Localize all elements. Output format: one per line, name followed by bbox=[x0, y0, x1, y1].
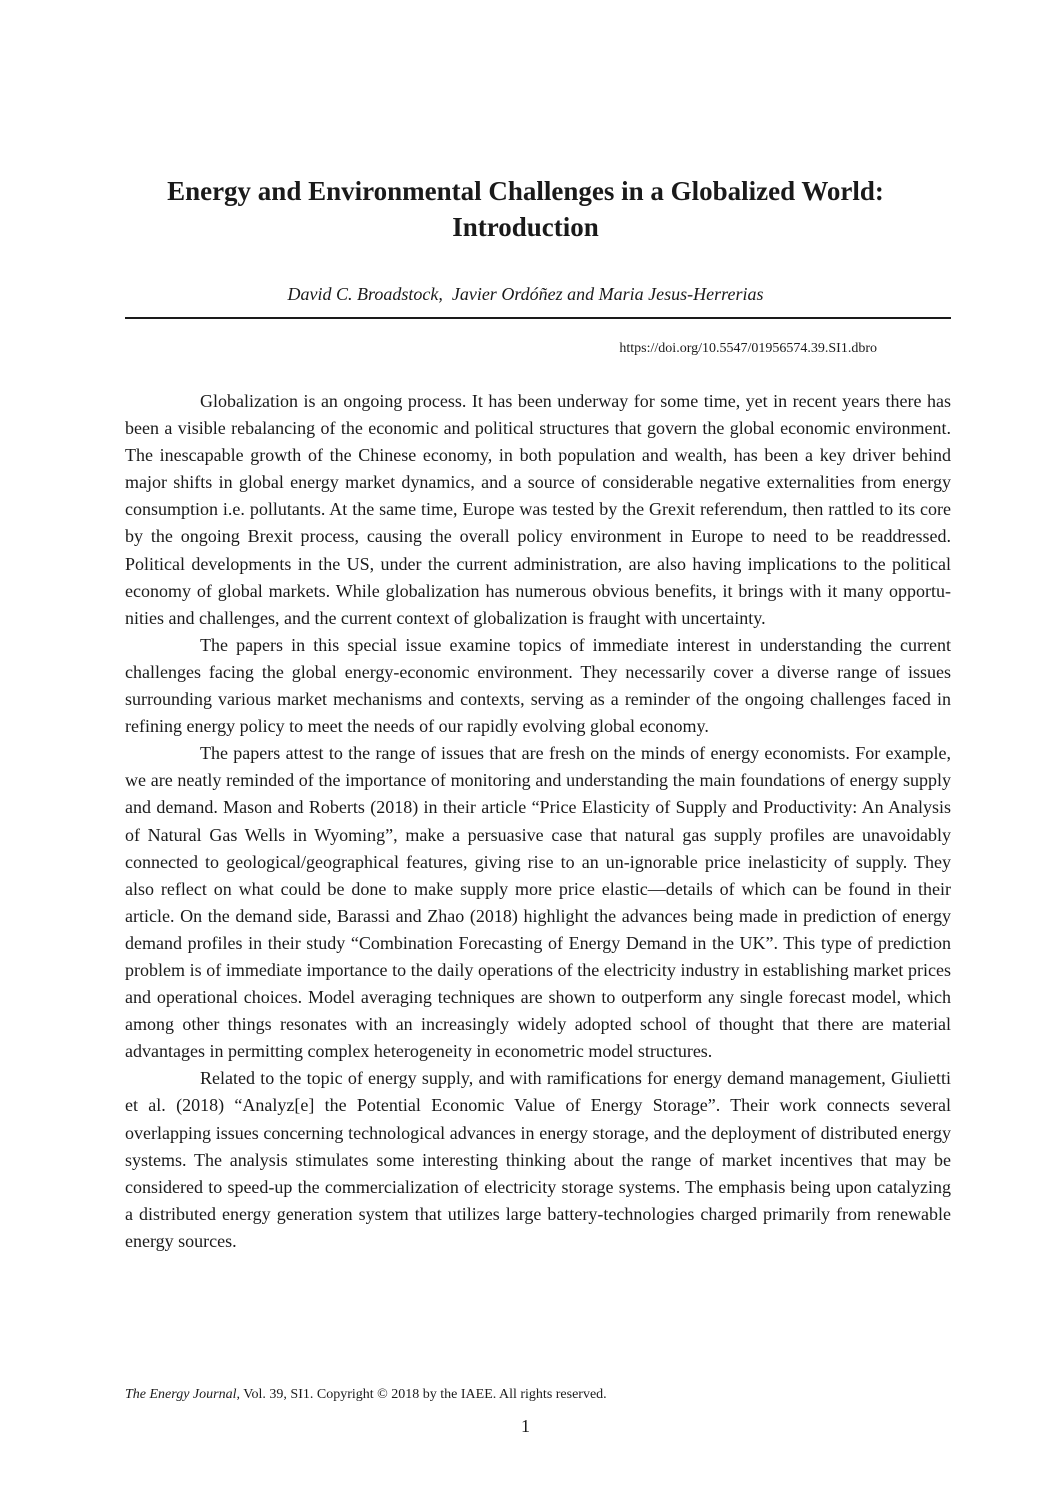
paper-title bbox=[100, 173, 951, 245]
journal-name: The Energy Journal bbox=[125, 1387, 237, 1402]
author-list: David C. Broadstock, Javier Ordóñez and Maria Jesus-Herrerias bbox=[287, 284, 764, 304]
body-paragraph-4: Related to the topic of energy supply, and with ramifications for energy demand management, Giulietti et al. (2018) “Analyz[e] the Potential Economic Value of Energy Storage”. Their work connects several overlapping issues concerning technological advances in energy storage, and the deployment of distributed energy systems. The analysis stimulates some interesting thinking about the range of market incentives that may be considered to speed-up the commercialization of electricity storage systems. The emphasis being upon catalyzing a distributed energy generation system that utilizes large battery-technologies charged primarily from renewable energy sources. bbox=[125, 1068, 951, 1251]
doi-link[interactable]: https://doi.org/10.5547/01956574.39.SI1.dbro bbox=[619, 341, 877, 356]
citation-text: , Vol. 39, SI1. Copyright © 2018 by the IAEE. All rights reserved. bbox=[236, 1387, 607, 1402]
header-divider bbox=[125, 317, 951, 319]
page-number: 1 bbox=[521, 1416, 530, 1436]
body-paragraph-1: Globalization is an ongoing process. It has been underway for some time, yet in recent years there has been a visible rebalancing of the economic and political structures that govern the global economic environment. The inescapable growth of the Chinese economy, in both population and wealth, has been a key driver behind major shifts in global energy market dynamics, and a source of considerable negative externalities from energy consumption i.e. pollutants. At the same time, Europe was tested by the Grexit referendum, then rattled to its core by the ongoing Brexit process, causing the overall policy environment in Europe to need to be readdressed. Political developments in the US, under the current administration, are also having implications to the political economy of global markets. While globalization has numerous obvious benefits, it brings with it many opportunities and challenges, and the current context of globalization is fraught with uncertainty. bbox=[125, 391, 951, 628]
body-paragraph-3: The papers attest to the range of issues that are fresh on the minds of energy economists. For example, we are neatly reminded of the importance of monitoring and understanding the main foundations of energy supply and demand. Mason and Roberts (2018) in their article “Price Elasticity of Supply and Productivity: An Analysis of Natural Gas Wells in Wyoming”, make a persuasive case that natural gas supply profiles are unavoidably connected to geological/geographical features, giving rise to an un-ignorable price inelasticity of supply. They also reflect on what could be done to make supply more price elastic—details of which can be found in their article. On the demand side, Barassi and Zhao (2018) highlight the advances being made in prediction of energy demand profiles in their study “Combination Forecasting of Energy Demand in the UK”. This type of prediction problem is of immediate importance to the daily operations of the electricity industry in establishing market prices and operational choices. Model averaging techniques are shown to outperform any single forecast model, which among other things resonates with an increasingly widely adopted school of thought that there are material advantages in permitting complex heterogeneity in econometric model structures. bbox=[125, 743, 951, 1062]
copyright-footer bbox=[125, 1385, 607, 1405]
paper-title-line-1: Energy and Environmental Challenges in a Globalized World: bbox=[167, 176, 884, 206]
paper-title-line-2: Introduction bbox=[452, 212, 599, 242]
body-paragraph-2: The papers in this special issue examine topics of immediate interest in understanding the current challenges facing the global energy-economic environment. They necessarily cover a diverse range of issues surrounding various market mechanisms and contexts, serving as a reminder of the ongoing challenges faced in refining energy policy to meet the needs of our rapidly evolving global economy. bbox=[125, 634, 951, 737]
article-body bbox=[125, 388, 951, 1255]
